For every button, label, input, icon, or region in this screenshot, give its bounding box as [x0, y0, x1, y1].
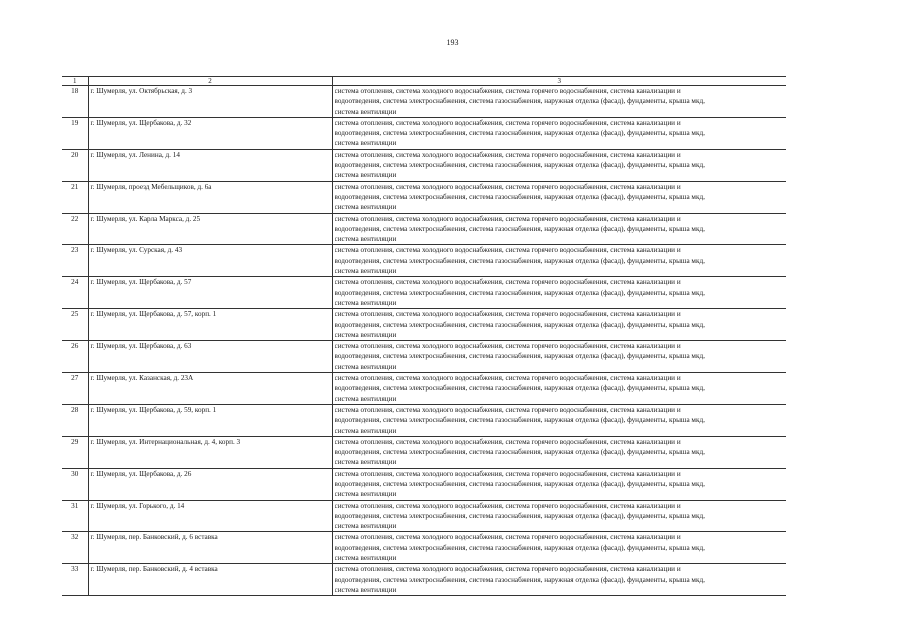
row-address: г. Шумерля, ул. Ленина, д. 14: [88, 149, 332, 181]
systems-line: водоотведения, система электроснабжения, система газоснабжения, наружная отделка (фасад), фундаменты, крыша мкд,: [334, 352, 705, 361]
systems-line: водоотведения, система электроснабжения, система газоснабжения, наружная отделка (фасад), фундаменты, крыша мкд,: [334, 511, 705, 520]
row-systems: [332, 213, 786, 245]
systems-line: система вентиляции: [334, 298, 397, 307]
row-systems: [332, 181, 786, 213]
systems-line: водоотведения, система электроснабжения, система газоснабжения, наружная отделка (фасад), фундаменты, крыша мкд,: [334, 97, 705, 106]
row-number: 24: [62, 277, 88, 309]
table-row: [62, 373, 786, 405]
table-header-row: [62, 77, 786, 86]
row-number: 18: [62, 86, 88, 118]
row-address: г. Шумерля, ул. Октябрьская, д. 3: [88, 86, 332, 118]
systems-line: система вентиляции: [334, 330, 397, 339]
systems-line: система отопления, система холодного водоснабжения, система горячего водоснабжения, система канализации и: [334, 214, 681, 223]
row-address: г. Шумерля, ул. Сурская, д. 43: [88, 245, 332, 277]
systems-line: система вентиляции: [334, 362, 397, 371]
systems-line: система вентиляции: [334, 585, 397, 594]
row-systems: [332, 86, 786, 118]
row-address: г. Шумерля, ул. Казанская, д. 23А: [88, 373, 332, 405]
row-number: 33: [62, 564, 88, 596]
row-number: 21: [62, 181, 88, 213]
column-header-number: 1: [62, 77, 88, 86]
row-systems: [332, 468, 786, 500]
systems-line: система отопления, система холодного водоснабжения, система горячего водоснабжения, система канализации и: [334, 310, 681, 319]
systems-line: система отопления, система холодного водоснабжения, система горячего водоснабжения, система канализации и: [334, 118, 681, 127]
table-row: [62, 500, 786, 532]
column-header-systems: 3: [332, 77, 786, 86]
table-row: [62, 117, 786, 149]
systems-line: система вентиляции: [334, 394, 397, 403]
row-address: г. Шумерля, ул. Щербакова, д. 32: [88, 117, 332, 149]
systems-line: система вентиляции: [334, 107, 397, 116]
systems-line: система отопления, система холодного водоснабжения, система горячего водоснабжения, система канализации и: [334, 469, 681, 478]
row-systems: [332, 341, 786, 373]
row-systems: [332, 500, 786, 532]
table-row: [62, 149, 786, 181]
table-row: [62, 181, 786, 213]
column-header-address: 2: [88, 77, 332, 86]
systems-line: водоотведения, система электроснабжения, система газоснабжения, наружная отделка (фасад), фундаменты, крыша мкд,: [334, 192, 705, 201]
row-address: г. Шумерля, ул. Щербакова, д. 26: [88, 468, 332, 500]
row-number: 23: [62, 245, 88, 277]
row-number: 19: [62, 117, 88, 149]
systems-line: система отопления, система холодного водоснабжения, система горячего водоснабжения, система канализации и: [334, 342, 681, 351]
row-systems: [332, 277, 786, 309]
table-row: [62, 564, 786, 596]
table-row: [62, 86, 786, 118]
systems-line: система отопления, система холодного водоснабжения, система горячего водоснабжения, система канализации и: [334, 87, 681, 95]
systems-line: водоотведения, система электроснабжения, система газоснабжения, наружная отделка (фасад), фундаменты, крыша мкд,: [334, 288, 705, 297]
row-systems: [332, 245, 786, 277]
row-number: 31: [62, 500, 88, 532]
row-systems: [332, 564, 786, 596]
systems-line: система вентиляции: [334, 235, 397, 244]
systems-line: водоотведения, система электроснабжения, система газоснабжения, наружная отделка (фасад), фундаменты, крыша мкд,: [334, 448, 705, 457]
row-number: 32: [62, 532, 88, 564]
row-number: 29: [62, 436, 88, 468]
systems-line: водоотведения, система электроснабжения, система газоснабжения, наружная отделка (фасад), фундаменты, крыша мкд,: [334, 320, 705, 329]
systems-line: система отопления, система холодного водоснабжения, система горячего водоснабжения, система канализации и: [334, 374, 681, 383]
table-row: [62, 213, 786, 245]
row-address: г. Шумерля, ул. Щербакова, д. 57, корп. 1: [88, 309, 332, 341]
table-row: [62, 277, 786, 309]
table-row: [62, 532, 786, 564]
systems-line: система вентиляции: [334, 554, 397, 563]
systems-line: система отопления, система холодного водоснабжения, система горячего водоснабжения, система канализации и: [334, 182, 681, 191]
systems-line: система вентиляции: [334, 171, 397, 180]
row-address: г. Шумерля, ул. Щербакова, д. 59, корп. 1: [88, 404, 332, 436]
row-systems: [332, 149, 786, 181]
table-body: [62, 77, 786, 596]
buildings-table: [62, 76, 786, 596]
systems-line: водоотведения, система электроснабжения, система газоснабжения, наружная отделка (фасад), фундаменты, крыша мкд,: [334, 416, 705, 425]
row-number: 25: [62, 309, 88, 341]
systems-line: водоотведения, система электроснабжения, система газоснабжения, наружная отделка (фасад), фундаменты, крыша мкд,: [334, 129, 705, 138]
page-number: 193: [446, 38, 459, 47]
row-systems: [332, 404, 786, 436]
row-address: г. Шумерля, пер. Банковский, д. 6 вставка: [88, 532, 332, 564]
systems-line: система отопления, система холодного водоснабжения, система горячего водоснабжения, система канализации и: [334, 565, 681, 574]
systems-line: водоотведения, система электроснабжения, система газоснабжения, наружная отделка (фасад), фундаменты, крыша мкд,: [334, 224, 705, 233]
row-number: 22: [62, 213, 88, 245]
row-systems: [332, 117, 786, 149]
row-number: 30: [62, 468, 88, 500]
systems-line: водоотведения, система электроснабжения, система газоснабжения, наружная отделка (фасад), фундаменты, крыша мкд,: [334, 256, 705, 265]
systems-line: система отопления, система холодного водоснабжения, система горячего водоснабжения, система канализации и: [334, 278, 681, 287]
systems-line: система отопления, система холодного водоснабжения, система горячего водоснабжения, система канализации и: [334, 405, 681, 414]
systems-line: система вентиляции: [334, 458, 397, 467]
table-row: [62, 309, 786, 341]
row-number: 20: [62, 149, 88, 181]
table-row: [62, 436, 786, 468]
systems-line: водоотведения, система электроснабжения, система газоснабжения, наружная отделка (фасад), фундаменты, крыша мкд,: [334, 161, 705, 170]
systems-line: система вентиляции: [334, 426, 397, 435]
systems-line: система вентиляции: [334, 490, 397, 499]
row-address: г. Шумерля, пер. Банковский, д. 4 вставка: [88, 564, 332, 596]
systems-line: система отопления, система холодного водоснабжения, система горячего водоснабжения, система канализации и: [334, 246, 681, 255]
row-address: г. Шумерля, ул. Интернациональная, д. 4, корп. 3: [88, 436, 332, 468]
systems-line: водоотведения, система электроснабжения, система газоснабжения, наружная отделка (фасад), фундаменты, крыша мкд,: [334, 543, 705, 552]
row-address: г. Шумерля, ул. Горького, д. 14: [88, 500, 332, 532]
row-address: г. Шумерля, ул. Щербакова, д. 63: [88, 341, 332, 373]
row-address: г. Шумерля, ул. Карла Маркса, д. 25: [88, 213, 332, 245]
systems-line: водоотведения, система электроснабжения, система газоснабжения, наружная отделка (фасад), фундаменты, крыша мкд,: [334, 575, 705, 584]
table-row: [62, 245, 786, 277]
systems-line: система вентиляции: [334, 522, 397, 531]
systems-line: система отопления, система холодного водоснабжения, система горячего водоснабжения, система канализации и: [334, 150, 681, 159]
row-address: г. Шумерля, ул. Щербакова, д. 57: [88, 277, 332, 309]
row-systems: [332, 373, 786, 405]
row-systems: [332, 309, 786, 341]
row-systems: [332, 532, 786, 564]
table-row: [62, 341, 786, 373]
table-row: [62, 468, 786, 500]
row-number: 27: [62, 373, 88, 405]
systems-line: водоотведения, система электроснабжения, система газоснабжения, наружная отделка (фасад), фундаменты, крыша мкд,: [334, 479, 705, 488]
systems-line: водоотведения, система электроснабжения, система газоснабжения, наружная отделка (фасад), фундаменты, крыша мкд,: [334, 384, 705, 393]
row-address: г. Шумерля, проезд Мебельщиков, д. 6а: [88, 181, 332, 213]
table-row: [62, 404, 786, 436]
systems-line: система вентиляции: [334, 139, 397, 148]
systems-line: система отопления, система холодного водоснабжения, система горячего водоснабжения, система канализации и: [334, 533, 681, 542]
systems-line: система вентиляции: [334, 203, 397, 212]
row-number: 26: [62, 341, 88, 373]
row-number: 28: [62, 404, 88, 436]
row-systems: [332, 436, 786, 468]
systems-line: система вентиляции: [334, 267, 397, 276]
systems-line: система отопления, система холодного водоснабжения, система горячего водоснабжения, система канализации и: [334, 501, 681, 510]
systems-line: система отопления, система холодного водоснабжения, система горячего водоснабжения, система канализации и: [334, 437, 681, 446]
